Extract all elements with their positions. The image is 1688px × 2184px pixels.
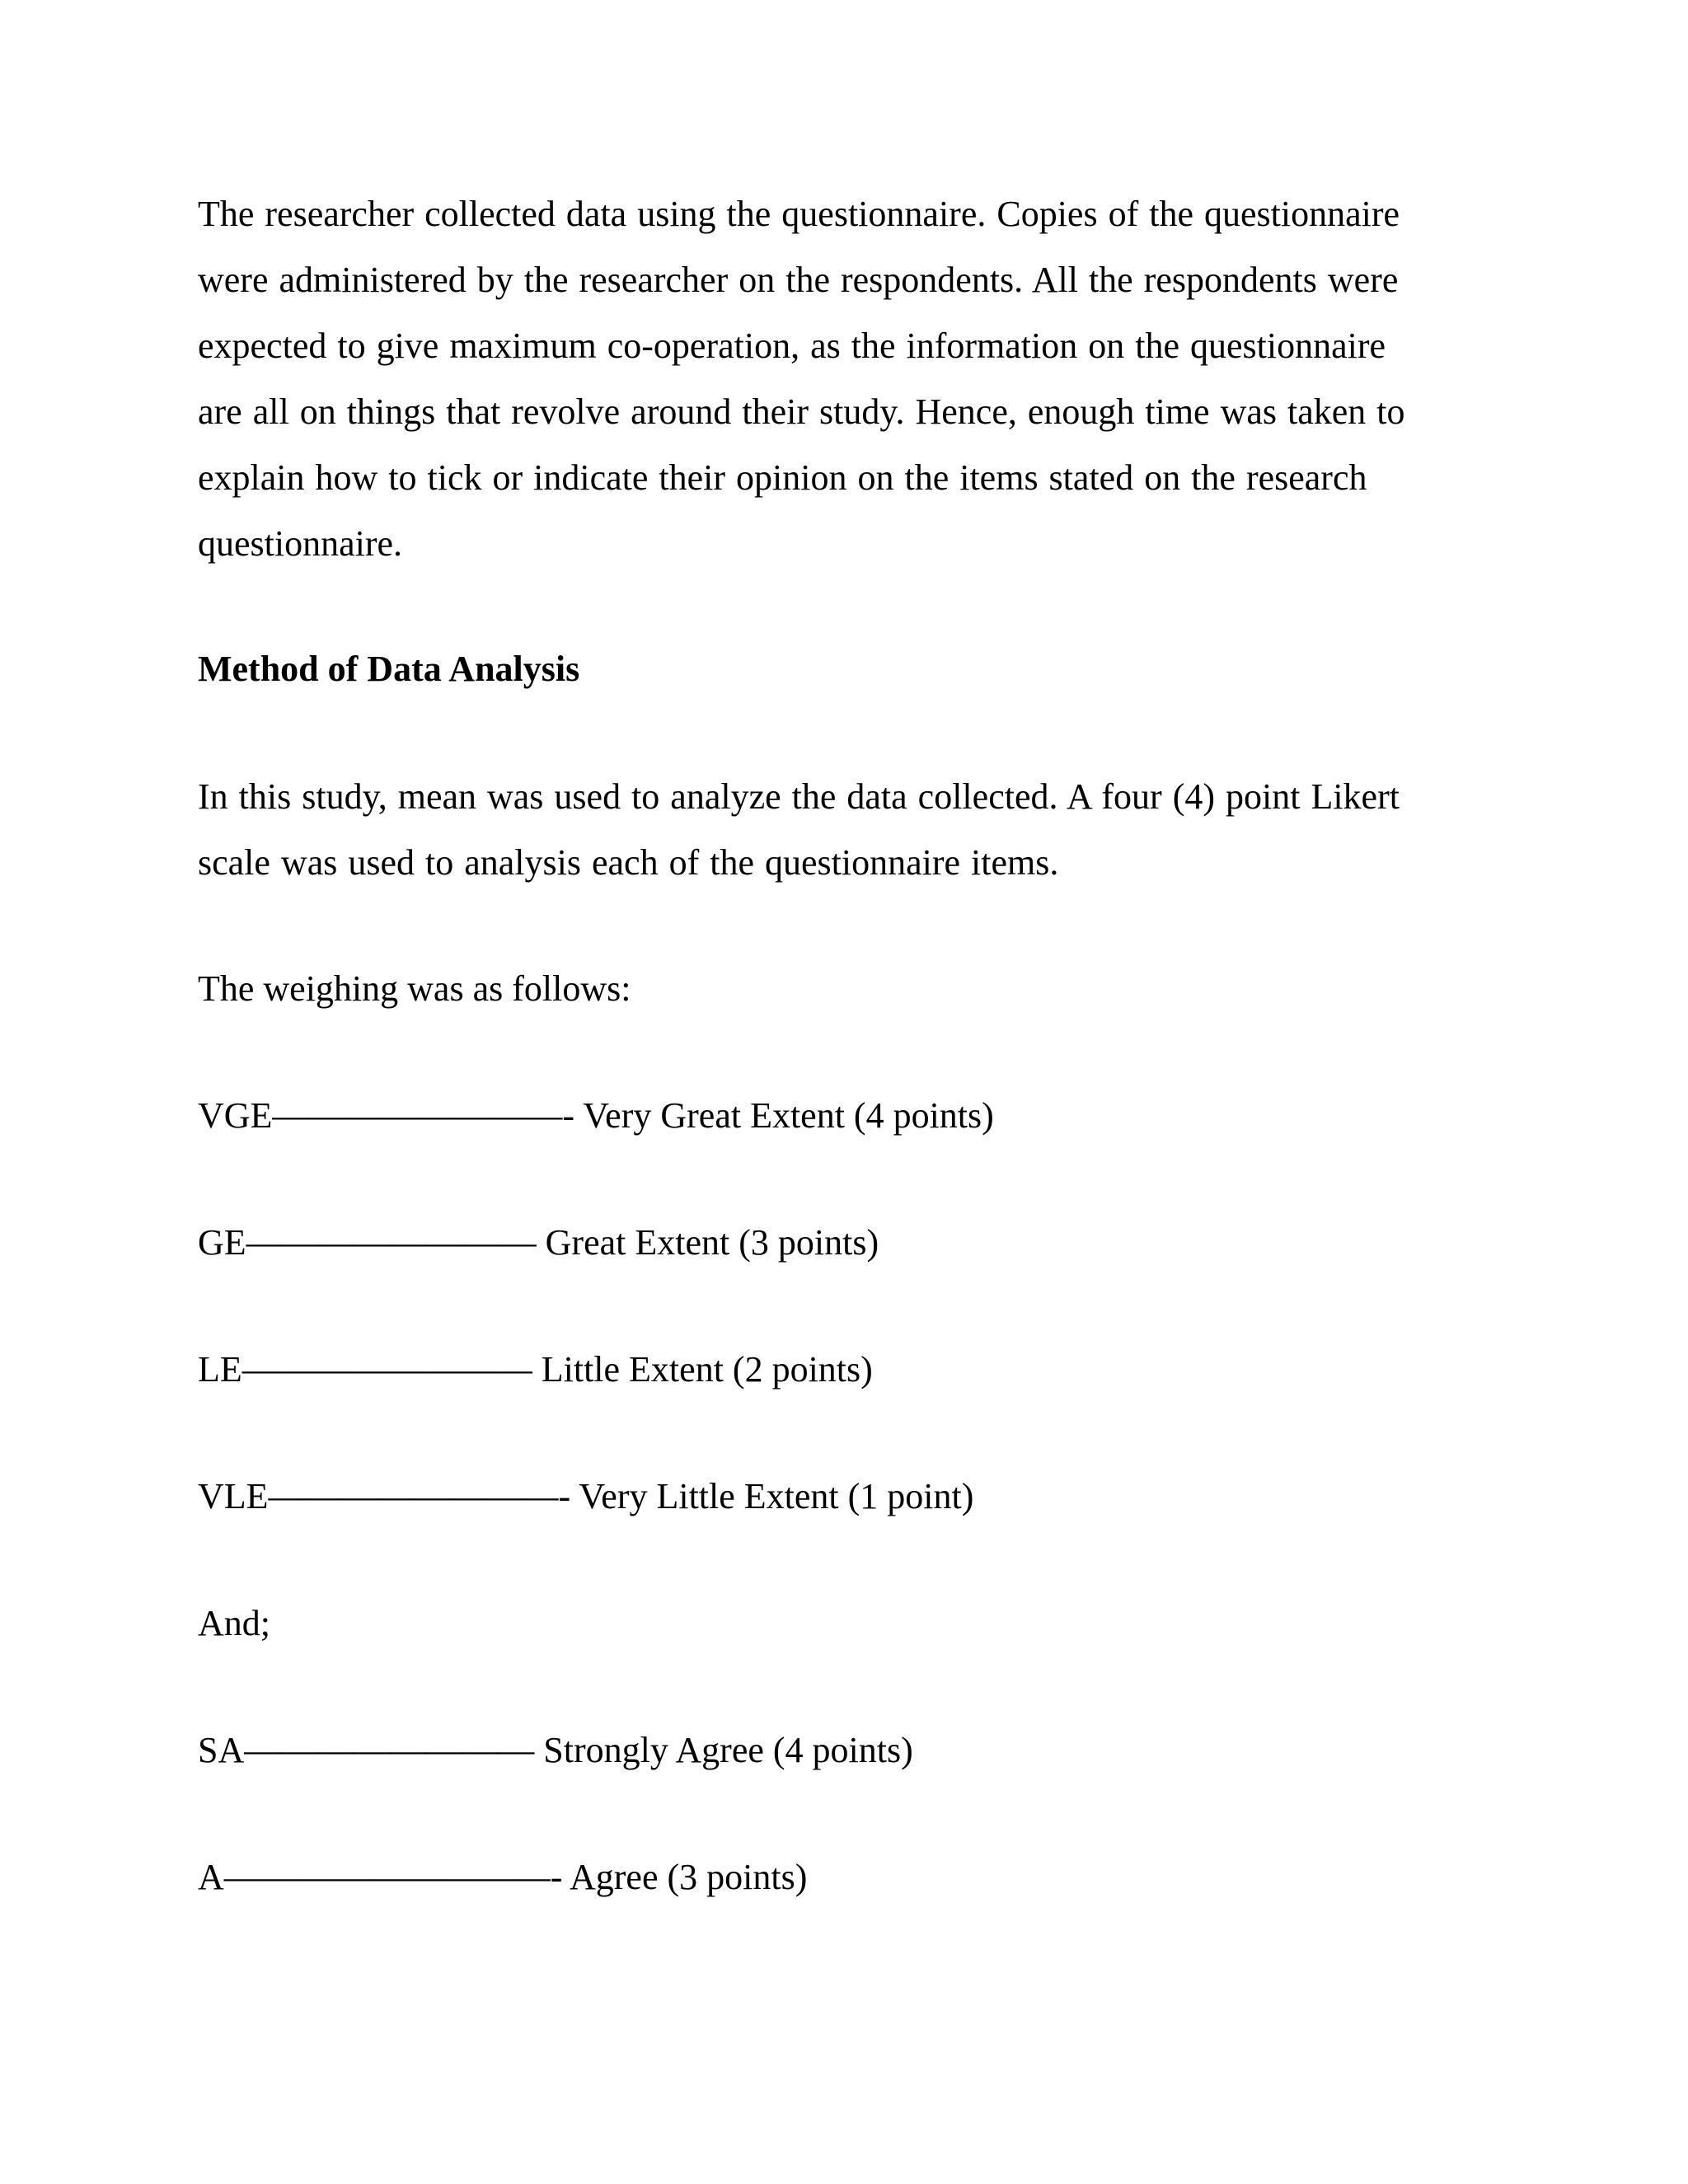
scale-item-vle: VLE————————- Very Little Extent (1 point) <box>198 1476 974 1516</box>
paragraph-1-line-1: The researcher collected data using the questionnaire. Copies of the questionnaire <box>198 194 1400 234</box>
scale-item-le: LE———————— Little Extent (2 points) <box>198 1349 873 1390</box>
paragraph-1-line-4: are all on things that revolve around their study. Hence, enough time was taken to <box>198 391 1405 432</box>
scale-item-a: A—————————- Agree (3 points) <box>198 1857 808 1897</box>
paragraph-1-line-6: questionnaire. <box>198 523 403 564</box>
paragraph-1-line-5: explain how to tick or indicate their opinion on the items stated on the research <box>198 457 1367 498</box>
paragraph-2-line-2: scale was used to analysis each of the questionnaire items. <box>198 842 1059 883</box>
paragraph-1-line-2: were administered by the researcher on the respondents. All the respondents were <box>198 260 1399 300</box>
weighing-intro: The weighing was as follows: <box>198 968 631 1009</box>
scale-item-vge: VGE————————- Very Great Extent (4 points) <box>198 1095 994 1136</box>
paragraph-2-line-1: In this study, mean was used to analyze the data collected. A four (4) point Likert <box>198 776 1400 817</box>
paragraph-1-line-3: expected to give maximum co-operation, as the information on the questionnaire <box>198 326 1386 366</box>
section-heading: Method of Data Analysis <box>198 649 580 689</box>
and-label: And; <box>198 1603 270 1643</box>
scale-item-ge: GE———————— Great Extent (3 points) <box>198 1222 879 1263</box>
scale-item-sa: SA———————— Strongly Agree (4 points) <box>198 1730 913 1770</box>
